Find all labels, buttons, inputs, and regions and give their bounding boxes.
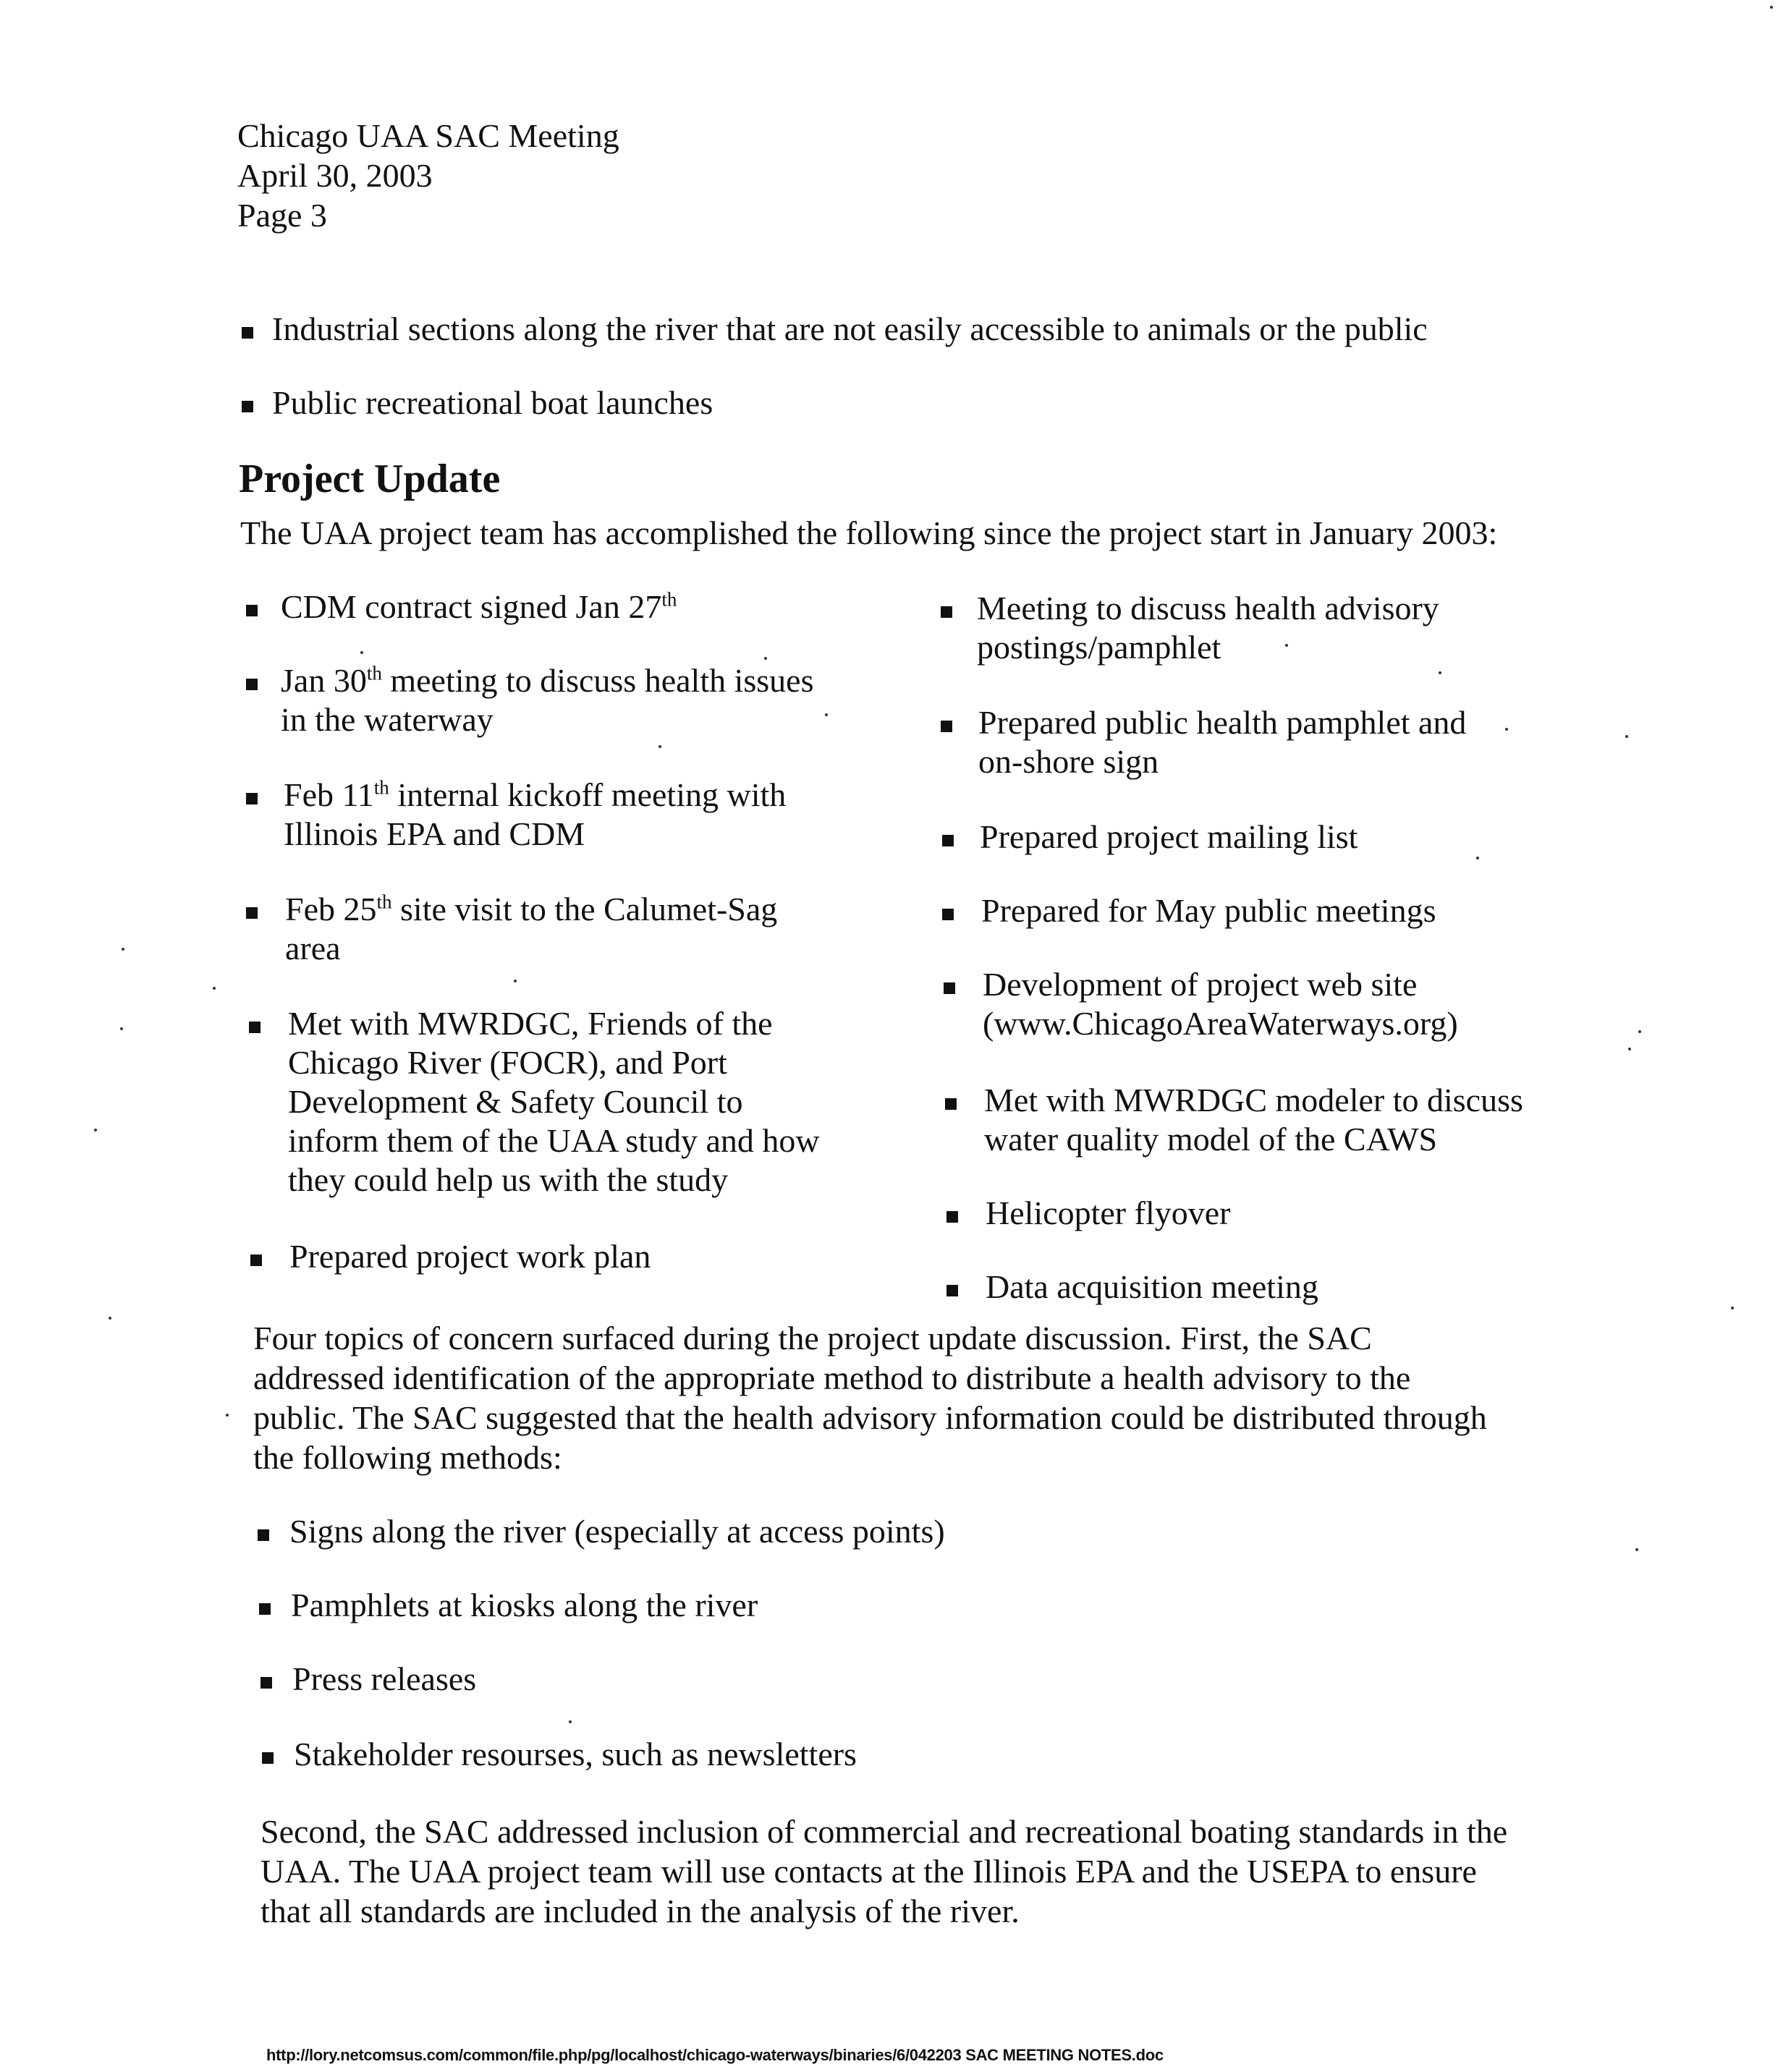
footer-url: http://lory.netcomsus.com/common/file.php/pg/localhost/chicago-waterways/binaries/6/042203 SAC MEETING NOTES.doc (266, 2046, 1164, 2064)
list-item-text: Prepared public health pamphlet and (978, 704, 1467, 741)
scan-speck (825, 713, 828, 716)
scan-speck (226, 1414, 229, 1417)
bullet-icon (941, 721, 952, 732)
bullet-icon (941, 606, 952, 618)
scan-speck (360, 651, 363, 654)
scan-speck (658, 745, 661, 748)
list-item-text: Industrial sections along the river that are not easily accessible to animals or the public (272, 310, 1428, 347)
scan-speck (1625, 735, 1628, 738)
list-item-text: Illinois EPA and CDM (284, 815, 585, 852)
bullet-icon (246, 605, 258, 616)
paragraph-line: public. The SAC suggested that the health advisory information could be distributed through (253, 1399, 1487, 1436)
bullet-icon (242, 327, 253, 339)
scan-speck (120, 1027, 123, 1030)
bullet-icon (944, 982, 955, 994)
scan-speck (1439, 671, 1441, 674)
list-item-text: (www.ChicagoAreaWaterways.org) (983, 1005, 1458, 1042)
bullet-icon (249, 1022, 261, 1033)
scan-speck (764, 657, 767, 660)
scan-speck (569, 1720, 572, 1723)
bullet-icon (942, 909, 954, 920)
list-item-text: Stakeholder resourses, such as newsletters (294, 1736, 857, 1772)
bullet-icon (246, 679, 258, 690)
list-item-text: Jan 30th meeting to discuss health issues (281, 662, 814, 699)
paragraph-line: UAA. The UAA project team will use contacts at the Illinois EPA and the USEPA to ensure (261, 1853, 1477, 1890)
header-meeting-title: Chicago UAA SAC Meeting (237, 117, 619, 154)
list-item-text: Public recreational boat launches (272, 384, 713, 421)
scan-speck (1731, 1307, 1734, 1309)
paragraph-boating-standards (261, 1812, 1507, 1931)
bullet-icon (946, 1285, 958, 1296)
list-item-text: Helicopter flyover (986, 1194, 1231, 1231)
scan-speck (1476, 857, 1479, 859)
list-item-text: Meeting to discuss health advisory (977, 590, 1439, 627)
paragraph-line: that all standards are included in the analysis of the river. (261, 1893, 1020, 1929)
list-item-text: postings/pamphlet (977, 629, 1221, 666)
scan-speck (1635, 1548, 1638, 1551)
paragraph-line: addressed identification of the appropriate method to distribute a health advisory to the (253, 1359, 1411, 1396)
list-item-text: Met with MWRDGC, Friends of the (288, 1005, 773, 1042)
scan-speck (1628, 1048, 1631, 1050)
scan-speck (109, 1317, 111, 1320)
bullet-icon (945, 1098, 957, 1110)
bullet-icon (942, 835, 954, 846)
scan-speck (1638, 1030, 1641, 1033)
bullet-icon (946, 1211, 958, 1223)
list-item-text: Prepared project work plan (289, 1238, 651, 1275)
list-item-text: water quality model of the CAWS (984, 1121, 1438, 1158)
list-item-text: they could help us with the study (288, 1161, 729, 1198)
document-header (237, 116, 619, 235)
scan-speck (1285, 644, 1288, 647)
bullet-icon (259, 1603, 271, 1615)
list-item-text: Data acquisition meeting (986, 1268, 1318, 1305)
list-item-text: Press releases (292, 1660, 477, 1697)
list-item-text: CDM contract signed Jan 27th (281, 588, 677, 625)
header-page-number: Page 3 (237, 197, 327, 234)
bullet-icon (242, 401, 253, 412)
list-item-text: Met with MWRDGC modeler to discuss (984, 1082, 1523, 1118)
bullet-icon (246, 907, 258, 919)
list-item-text: Prepared for May public meetings (981, 892, 1436, 929)
list-item-text: on-shore sign (978, 743, 1159, 780)
section-intro: The UAA project team has accomplished the following since the project start in January 2003: (240, 514, 1498, 551)
paragraph-line: Second, the SAC addressed inclusion of commercial and recreational boating standards in the (261, 1813, 1508, 1850)
scan-speck (514, 980, 517, 982)
scan-speck (213, 987, 216, 990)
list-item-text: inform them of the UAA study and how (288, 1122, 820, 1159)
scan-speck (122, 948, 124, 951)
paragraph-line: Four topics of concern surfaced during the project update discussion. First, the SAC (253, 1320, 1372, 1356)
paragraph-line: the following methods: (253, 1439, 562, 1476)
list-item-text: Feb 11th internal kickoff meeting with (284, 776, 787, 813)
list-item-text: Development & Safety Council to (288, 1083, 743, 1120)
list-item-text: Feb 25th site visit to the Calumet-Sag (285, 891, 778, 927)
paragraph-topics (253, 1318, 1487, 1477)
list-item-text: Chicago River (FOCR), and Port (288, 1044, 727, 1081)
bullet-icon (262, 1752, 274, 1764)
list-item-text: area (285, 930, 341, 967)
bullet-icon (246, 793, 258, 804)
section-heading: Project Update (239, 457, 501, 501)
list-item-text: Signs along the river (especially at access points) (289, 1513, 945, 1550)
list-item-text: Development of project web site (983, 966, 1418, 1003)
list-item-text: Pamphlets at kiosks along the river (291, 1587, 758, 1623)
list-item-text: in the waterway (281, 701, 494, 738)
scan-speck (94, 1129, 97, 1131)
scan-speck (1770, 6, 1773, 9)
bullet-icon (258, 1529, 269, 1541)
bullet-icon (261, 1677, 272, 1689)
list-item-text: Prepared project mailing list (980, 818, 1358, 855)
bullet-icon (250, 1254, 262, 1266)
scan-speck (1505, 728, 1508, 731)
header-date: April 30, 2003 (237, 157, 433, 194)
